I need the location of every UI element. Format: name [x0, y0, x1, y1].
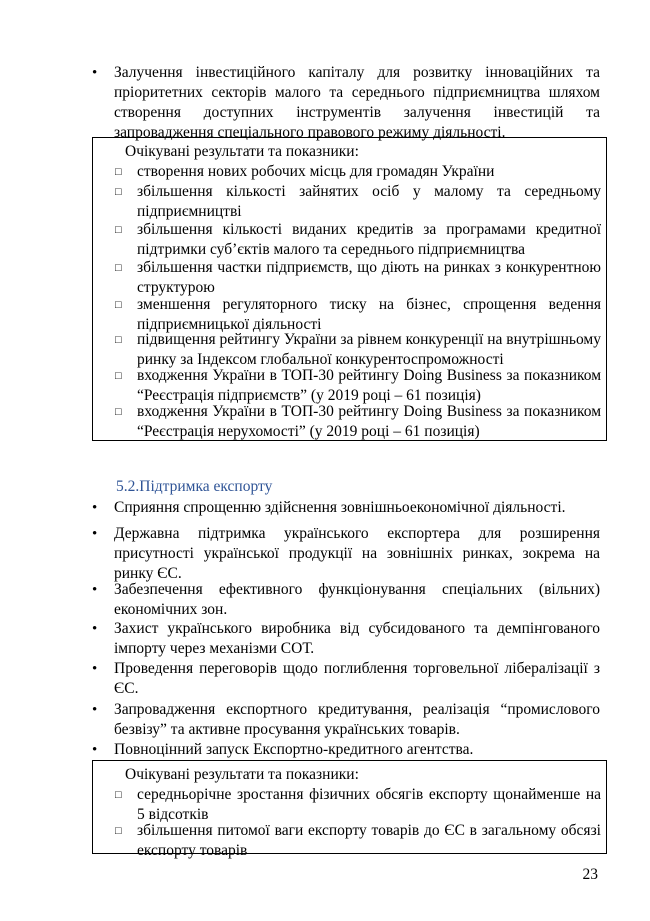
- bullet-icon: •: [92, 500, 98, 516]
- checkbox-icon: □: [115, 825, 122, 837]
- result-item: □ збільшення частки підприємств, що діють на ринках з конкурентною структурою: [115, 259, 601, 296]
- checkbox-icon: □: [115, 334, 122, 346]
- expected-results-box-1: [92, 137, 607, 441]
- bullet-icon: •: [92, 582, 98, 598]
- box-title: Очікувані результати та показники:: [125, 143, 359, 160]
- bullet-icon: •: [92, 621, 98, 637]
- checkbox-icon: □: [115, 186, 122, 198]
- export-bullet: • Забезпечення ефективного функціонування спеціальних (вільних) економічних зон.: [92, 581, 600, 618]
- bullet-icon: •: [92, 742, 98, 758]
- export-bullet: • Державна підтримка українського експортера для розширення присутності української продукції на зовнішніх ринках, зокрема на ринку ЄС.: [92, 525, 600, 582]
- checkbox-icon: □: [115, 789, 122, 801]
- section-heading: 5.2.Підтримка експорту: [116, 478, 273, 495]
- result-item: □ збільшення кількості зайнятих осіб у малому та середньому підприємництві: [115, 183, 601, 220]
- expected-results-box-2: [92, 760, 607, 859]
- result-item: □ зменшення регуляторного тиску на бізнес, спрощення ведення підприємницької діяльності: [115, 296, 601, 333]
- export-bullet: • Захист українського виробника від субсидованого та демпінгованого імпорту через механізми СОТ.: [92, 620, 600, 657]
- bullet-icon: •: [92, 526, 98, 542]
- export-bullet: • Запровадження експортного кредитування, реалізація “промислового безвізу” та активне просування українських товарів.: [92, 701, 600, 738]
- result-item: □ середньорічне зростання фізичних обсягів експорту щонайменше на 5 відсотків: [115, 786, 601, 823]
- export-bullet: • Проведення переговорів щодо поглиблення торговельної лібералізації з ЄС.: [92, 660, 600, 697]
- intro-bullet: [92, 63, 600, 143]
- checkbox-icon: □: [115, 406, 122, 418]
- bullet-icon: •: [92, 661, 98, 677]
- result-item: □ входження України в ТОП-30 рейтингу Doing Business за показником “Реєстрація підприємств” (у 2019 році – 61 позиція): [115, 367, 601, 404]
- bullet-icon: •: [92, 702, 98, 718]
- page-number: 23: [582, 866, 598, 883]
- result-item: □ входження України в ТОП-30 рейтингу Doing Business за показником “Реєстрація нерухомості” (у 2019 році – 61 позиція): [115, 403, 601, 440]
- bullet-icon: •: [92, 65, 98, 81]
- export-bullet: • Повноцінний запуск Експортно-кредитного агентства.: [92, 741, 474, 758]
- intro-bullet-text: Залучення інвестиційного капіталу для розвитку інноваційних та пріоритетних секторів малого та середнього підприємництва шляхом створення доступних інструментів залучення інвестицій та запровадження спеціального правового режиму діяльності.: [114, 64, 600, 141]
- checkbox-icon: □: [115, 370, 122, 382]
- box-title: Очікувані результати та показники:: [125, 766, 359, 783]
- export-bullet: • Сприяння спрощенню здійснення зовнішньоекономічної діяльності.: [92, 499, 566, 516]
- result-item: □ створення нових робочих місць для громадян України: [115, 163, 495, 180]
- checkbox-icon: □: [115, 224, 122, 236]
- checkbox-icon: □: [115, 166, 122, 178]
- result-item: □ підвищення рейтингу України за рівнем конкуренції на внутрішньому ринку за Індексом глобальної конкурентоспроможності: [115, 331, 601, 368]
- checkbox-icon: □: [115, 262, 122, 274]
- result-item: □ збільшення питомої ваги експорту товарів до ЄС в загальному обсязі експорту товарів: [115, 822, 601, 859]
- result-item: □ збільшення кількості виданих кредитів за програмами кредитної підтримки суб’єктів малого та середнього підприємництва: [115, 221, 601, 258]
- checkbox-icon: □: [115, 299, 122, 311]
